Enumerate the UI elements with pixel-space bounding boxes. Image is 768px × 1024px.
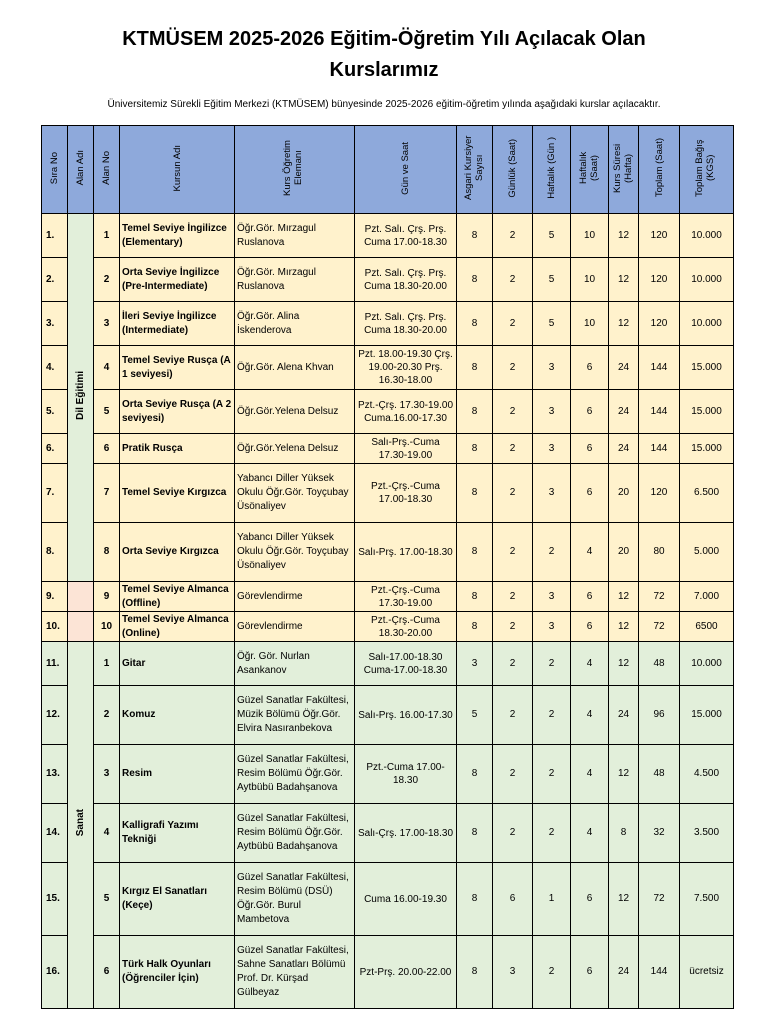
cell-gun: Salı-Prş.-Cuma 17.30-19.00 [355,434,457,464]
cell-hsaat: 6 [571,390,609,434]
cell-no: 7 [94,464,120,523]
cell-ogr: Güzel Sanatlar Fakültesi, Müzik Bölümü Öğr.Gör. Elvira Nasıranbekova [235,686,355,745]
cell-sure: 12 [609,214,639,258]
cell-hsaat: 4 [571,686,609,745]
cell-no: 2 [94,258,120,302]
table-row [42,745,734,804]
table-row [42,214,734,258]
header-sure: Kurs Süresi (Hafta) [609,126,639,214]
cell-ogr: Güzel Sanatlar Fakültesi, Resim Bölümü (DSÜ) Öğr.Gör. Burul Mambetova [235,863,355,936]
cell-sira: 14. [42,804,68,863]
cell-sure: 24 [609,346,639,390]
cell-hgun: 2 [533,686,571,745]
cell-no: 4 [94,804,120,863]
cell-sure: 12 [609,582,639,612]
cell-hsaat: 6 [571,936,609,1009]
cell-gun: Cuma 16.00-19.30 [355,863,457,936]
cell-sira: 2. [42,258,68,302]
header-alan-no: Alan No [94,126,120,214]
cell-ad: Türk Halk Oyunları (Öğrenciler İçin) [120,936,235,1009]
cell-hgun: 3 [533,464,571,523]
cell-ogr: Öğr.Gör. Alina İskenderova [235,302,355,346]
cell-ad: Komuz [120,686,235,745]
cell-gun: Salı-Prş. 16.00-17.30 [355,686,457,745]
group-cell-empty [68,612,94,642]
cell-gunluk: 2 [493,804,533,863]
cell-hgun: 3 [533,612,571,642]
cell-gunluk: 2 [493,258,533,302]
cell-no: 6 [94,434,120,464]
cell-bagis: 4.500 [680,745,734,804]
cell-toplam: 120 [639,464,680,523]
cell-hsaat: 6 [571,612,609,642]
cell-hgun: 1 [533,863,571,936]
cell-ad: Orta Seviye Rusça (A 2 seviyesi) [120,390,235,434]
cell-hsaat: 6 [571,464,609,523]
group-cell-empty [68,582,94,612]
cell-gunluk: 2 [493,686,533,745]
cell-gunluk: 3 [493,936,533,1009]
cell-gun: Pzt. Salı. Çrş. Prş. Cuma 18.30-20.00 [355,258,457,302]
cell-toplam: 144 [639,936,680,1009]
cell-hsaat: 4 [571,523,609,582]
cell-ogr: Öğr.Gör.Yelena Delsuz [235,434,355,464]
cell-hsaat: 10 [571,214,609,258]
cell-toplam: 48 [639,745,680,804]
cell-toplam: 32 [639,804,680,863]
cell-gunluk: 2 [493,582,533,612]
cell-no: 8 [94,523,120,582]
cell-hsaat: 10 [571,302,609,346]
cell-sure: 24 [609,686,639,745]
cell-sure: 24 [609,434,639,464]
cell-ad: Orta Seviye İngilizce (Pre-Intermediate) [120,258,235,302]
table-row [42,642,734,686]
cell-hgun: 3 [533,390,571,434]
cell-hgun: 3 [533,582,571,612]
cell-ogr: Öğr.Gör. Mırzagul Ruslanova [235,258,355,302]
cell-no: 4 [94,346,120,390]
cell-asgari: 8 [457,302,493,346]
header-toplam: Toplam (Saat) [639,126,680,214]
header-alan-adi: Alan Adı [68,126,94,214]
cell-asgari: 3 [457,642,493,686]
cell-gunluk: 2 [493,745,533,804]
cell-gunluk: 2 [493,523,533,582]
cell-hgun: 2 [533,745,571,804]
cell-sure: 12 [609,302,639,346]
cell-hgun: 2 [533,936,571,1009]
cell-bagis: 15.000 [680,686,734,745]
page-subtitle: Üniversitemiz Sürekli Eğitim Merkezi (KTMÜSEM) bünyesinde 2025-2026 eğitim-öğretim yılında aşağıdaki kurslar açılacaktır. [107,99,661,110]
cell-hsaat: 6 [571,434,609,464]
cell-ad: Temel Seviye Kırgızca [120,464,235,523]
cell-no: 9 [94,582,120,612]
cell-sira: 12. [42,686,68,745]
cell-ogr: Öğr.Gör. Alena Khvan [235,346,355,390]
cell-sira: 8. [42,523,68,582]
cell-ogr: Yabancı Diller Yüksek Okulu Öğr.Gör. Toyçubay Üsönaliyev [235,523,355,582]
cell-asgari: 8 [457,390,493,434]
cell-sira: 1. [42,214,68,258]
cell-bagis: 7.500 [680,863,734,936]
cell-asgari: 8 [457,214,493,258]
cell-bagis: 15.000 [680,390,734,434]
cell-ad: Temel Seviye Almanca (Online) [120,612,235,642]
cell-asgari: 8 [457,804,493,863]
table-row [42,258,734,302]
cell-ogr: Görevlendirme [235,582,355,612]
cell-gunluk: 2 [493,612,533,642]
table-row [42,523,734,582]
table-row [42,863,734,936]
cell-sira: 3. [42,302,68,346]
header-asgari: Asgari Kursiyer Sayısı [457,126,493,214]
cell-toplam: 144 [639,346,680,390]
cell-sure: 24 [609,390,639,434]
cell-gun: Pzt-Prş. 20.00-22.00 [355,936,457,1009]
cell-hgun: 3 [533,346,571,390]
cell-gun: Salı-Çrş. 17.00-18.30 [355,804,457,863]
cell-hsaat: 4 [571,745,609,804]
header-haftalik-gun: Haftalık (Gün ) [533,126,571,214]
cell-sure: 12 [609,863,639,936]
cell-ad: Gitar [120,642,235,686]
cell-ogr: Güzel Sanatlar Fakültesi, Sahne Sanatları Bölümü Prof. Dr. Kürşad Gülbeyaz [235,936,355,1009]
page-title [0,0,768,86]
header-haftalik-saat: Haftalık (Saat) [571,126,609,214]
cell-ad: Temel Seviye Rusça (A 1 seviyesi) [120,346,235,390]
cell-no: 2 [94,686,120,745]
cell-hsaat: 4 [571,804,609,863]
table-row [42,302,734,346]
cell-asgari: 8 [457,745,493,804]
header-bagis: Toplam Bağış (KGS) [680,126,734,214]
cell-gunluk: 2 [493,346,533,390]
group-label-dil: Dil Eğitimi [74,370,86,420]
cell-sira: 4. [42,346,68,390]
cell-bagis: 7.000 [680,582,734,612]
cell-ad: Pratik Rusça [120,434,235,464]
cell-ad: Temel Seviye Almanca (Offline) [120,582,235,612]
cell-gun: Pzt.-Çrş. 17.30-19.00 Cuma.16.00-17.30 [355,390,457,434]
cell-hsaat: 10 [571,258,609,302]
cell-hgun: 2 [533,523,571,582]
cell-bagis: ücretsiz [680,936,734,1009]
cell-asgari: 8 [457,523,493,582]
cell-gunluk: 2 [493,464,533,523]
cell-sira: 16. [42,936,68,1009]
cell-sure: 12 [609,745,639,804]
header-gunluk: Günlük (Saat) [493,126,533,214]
cell-sure: 24 [609,936,639,1009]
cell-sira: 6. [42,434,68,464]
group-label-sanat: Sanat [74,808,86,837]
cell-sure: 20 [609,464,639,523]
table-row [42,612,734,642]
cell-ogr: Öğr.Gör.Yelena Delsuz [235,390,355,434]
cell-gun: Pzt. Salı. Çrş. Prş. Cuma 18.30-20.00 [355,302,457,346]
cell-asgari: 8 [457,464,493,523]
cell-gunluk: 2 [493,302,533,346]
cell-toplam: 120 [639,214,680,258]
title-line-1: KTMÜSEM 2025-2026 Eğitim-Öğretim Yılı Açılacak Olan [122,28,646,50]
cell-gun: Pzt.-Çrş.-Cuma 17.30-19.00 [355,582,457,612]
cell-toplam: 72 [639,863,680,936]
table-row [42,390,734,434]
cell-ogr: Öğr.Gör. Mırzagul Ruslanova [235,214,355,258]
cell-no: 10 [94,612,120,642]
cell-gun: Salı-Prş. 17.00-18.30 [355,523,457,582]
cell-asgari: 8 [457,936,493,1009]
cell-bagis: 10.000 [680,214,734,258]
cell-ogr: Güzel Sanatlar Fakültesi, Resim Bölümü Öğr.Gör. Aytbübü Badahşanova [235,804,355,863]
cell-gun: Pzt.-Çrş.-Cuma 17.00-18.30 [355,464,457,523]
cell-toplam: 120 [639,302,680,346]
table-row [42,434,734,464]
courses-table [41,125,734,1009]
header-gun-saat: Gün ve Saat [355,126,457,214]
cell-hgun: 3 [533,434,571,464]
cell-no: 3 [94,302,120,346]
cell-no: 1 [94,642,120,686]
table-row [42,686,734,745]
cell-gun: Pzt.-Çrş.-Cuma 18.30-20.00 [355,612,457,642]
cell-hgun: 2 [533,642,571,686]
cell-sure: 12 [609,642,639,686]
cell-sure: 8 [609,804,639,863]
table-header-row [42,126,734,214]
cell-gunluk: 6 [493,863,533,936]
cell-toplam: 72 [639,612,680,642]
cell-toplam: 96 [639,686,680,745]
cell-gunluk: 2 [493,642,533,686]
cell-bagis: 15.000 [680,346,734,390]
cell-hsaat: 6 [571,582,609,612]
cell-gun: Pzt.-Cuma 17.00-18.30 [355,745,457,804]
cell-hgun: 5 [533,258,571,302]
cell-ogr: Güzel Sanatlar Fakültesi, Resim Bölümü Öğr.Gör. Aytbübü Badahşanova [235,745,355,804]
cell-sira: 15. [42,863,68,936]
cell-asgari: 5 [457,686,493,745]
cell-gunluk: 2 [493,214,533,258]
cell-toplam: 144 [639,434,680,464]
cell-bagis: 3.500 [680,804,734,863]
cell-bagis: 10.000 [680,642,734,686]
cell-sira: 7. [42,464,68,523]
cell-ad: Kalligrafi Yazımı Tekniği [120,804,235,863]
table-row [42,582,734,612]
cell-bagis: 6500 [680,612,734,642]
cell-asgari: 8 [457,612,493,642]
cell-ad: Orta Seviye Kırgızca [120,523,235,582]
cell-no: 5 [94,863,120,936]
table-row [42,464,734,523]
header-kurs-adi: Kursun Adı [120,126,235,214]
cell-asgari: 8 [457,258,493,302]
table-body [42,214,734,1009]
cell-hsaat: 4 [571,642,609,686]
cell-no: 1 [94,214,120,258]
cell-ogr: Yabancı Diller Yüksek Okulu Öğr.Gör. Toyçubay Üsönaliyev [235,464,355,523]
header-sira: Sıra No [42,126,68,214]
cell-hgun: 5 [533,214,571,258]
cell-bagis: 10.000 [680,258,734,302]
cell-bagis: 6.500 [680,464,734,523]
cell-gun: Pzt. 18.00-19.30 Çrş. 19.00-20.30 Prş. 16.30-18.00 [355,346,457,390]
table-row [42,936,734,1009]
cell-sure: 12 [609,258,639,302]
table-row [42,804,734,863]
cell-gunluk: 2 [493,434,533,464]
cell-hsaat: 6 [571,346,609,390]
cell-ogr: Öğr. Gör. Nurlan Asankanov [235,642,355,686]
cell-asgari: 8 [457,346,493,390]
cell-bagis: 5.000 [680,523,734,582]
cell-sira: 5. [42,390,68,434]
header-ogretim: Kurs Öğretim Elemanı [235,126,355,214]
cell-no: 5 [94,390,120,434]
cell-asgari: 8 [457,582,493,612]
cell-sure: 12 [609,612,639,642]
cell-ad: Kırgız El Sanatları (Keçe) [120,863,235,936]
cell-toplam: 48 [639,642,680,686]
cell-asgari: 8 [457,863,493,936]
title-line-2: Kurslarımız [329,59,439,81]
cell-no: 3 [94,745,120,804]
cell-sira: 13. [42,745,68,804]
cell-hgun: 5 [533,302,571,346]
cell-asgari: 8 [457,434,493,464]
cell-ad: Temel Seviye İngilizce (Elementary) [120,214,235,258]
cell-sira: 10. [42,612,68,642]
cell-bagis: 15.000 [680,434,734,464]
cell-ogr: Görevlendirme [235,612,355,642]
group-cell-dil [68,214,94,582]
cell-toplam: 144 [639,390,680,434]
cell-gun: Pzt. Salı. Çrş. Prş. Cuma 17.00-18.30 [355,214,457,258]
cell-hsaat: 6 [571,863,609,936]
cell-hgun: 2 [533,804,571,863]
cell-sure: 20 [609,523,639,582]
table-row [42,346,734,390]
cell-bagis: 10.000 [680,302,734,346]
cell-gunluk: 2 [493,390,533,434]
cell-sira: 9. [42,582,68,612]
cell-gun: Salı-17.00-18.30 Cuma-17.00-18.30 [355,642,457,686]
cell-ad: İleri Seviye İngilizce (Intermediate) [120,302,235,346]
cell-ad: Resim [120,745,235,804]
cell-toplam: 72 [639,582,680,612]
cell-no: 6 [94,936,120,1009]
cell-sira: 11. [42,642,68,686]
cell-toplam: 120 [639,258,680,302]
group-cell-sanat [68,642,94,1009]
cell-toplam: 80 [639,523,680,582]
